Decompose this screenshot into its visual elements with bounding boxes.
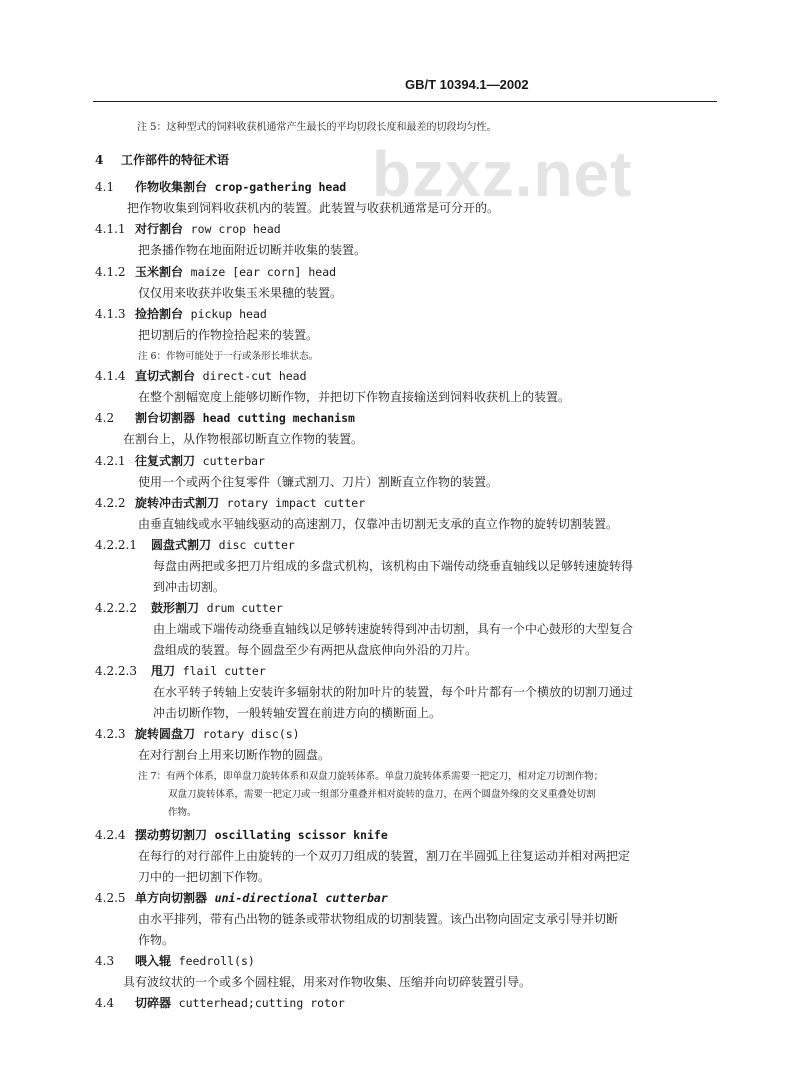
standard-code: GB/T 10394.1—2002 [405, 77, 529, 92]
term-number: 4.2.2.1 [95, 538, 137, 552]
term-number: 4.1.1 [95, 222, 126, 236]
watermark: bzxz.net [372, 138, 633, 210]
term-zh: 玉米割台 [135, 265, 184, 279]
term-number: 4.1.3 [95, 307, 126, 321]
note-7-line-1: 注 7：有两个体系，即单盘刀旋转体系和双盘刀旋转体系。单盘刀旋转体系需要一把定刀，相对定刀切割作物； [138, 771, 604, 782]
definition: 在割台上，从作物根部切断直立作物的装置。 [123, 432, 364, 446]
term-4-3 [95, 952, 255, 969]
definition: 把切割后的作物捡拾起来的装置。 [138, 328, 319, 342]
term-zh: 捡拾割台 [135, 307, 184, 321]
term-en: disc cutter [218, 538, 295, 552]
definition: 由垂直轴线或水平轴线驱动的高速割刀，仅靠冲击切割无支承的直立作物的旋转切割装置。 [138, 517, 619, 531]
term-en: feedroll(s) [178, 954, 255, 968]
term-en: pickup head [190, 307, 267, 321]
term-zh: 旋转冲击式割刀 [135, 496, 220, 510]
term-zh: 喂入辊 [135, 954, 172, 968]
term-en: rotary impact cutter [226, 496, 366, 510]
term-number: 4.1.4 [95, 369, 126, 383]
term-4-1-3 [95, 305, 267, 322]
term-number: 4.2.4 [95, 828, 126, 842]
term-en: head cutting mechanism [202, 411, 355, 425]
term-4-2-1 [95, 452, 265, 469]
note-5: 注 5：这种型式的饲料收获机通常产生最长的平均切段长度和最差的切段均匀性。 [137, 122, 497, 133]
term-number: 4.2.5 [95, 891, 126, 905]
term-4-2-2-2 [95, 599, 283, 616]
term-number: 4.1.2 [95, 265, 126, 279]
term-4-2-3 [95, 725, 300, 742]
definition: 在整个割幅宽度上能够切断作物，并把切下作物直接输送到饲料收获机上的装置。 [138, 390, 571, 404]
definition-line-1: 由上端或下端传动绕垂直轴线以足够转速旋转得到冲击切割，具有一个中心鼓形的大型复合 [153, 622, 634, 636]
section-number: 4 [95, 153, 104, 167]
term-en: oscillating scissor knife [214, 828, 388, 842]
term-zh: 甩刀 [151, 664, 176, 678]
term-en: crop-gathering head [214, 180, 347, 194]
term-zh: 割台切割器 [135, 411, 196, 425]
definition-line-2: 到冲击切割。 [153, 580, 226, 594]
term-en: cutterbar [202, 454, 265, 468]
term-number: 4.2.2.2 [95, 601, 137, 615]
definition-line-2: 盘组成的装置。每个圆盘至少有两把从盘底伸向外沿的刀片。 [153, 643, 478, 657]
term-number: 4.2.2 [95, 496, 126, 510]
term-4-1-1 [95, 220, 281, 237]
term-number: 4.2.1 [95, 454, 126, 468]
definition: 具有波纹状的一个或多个圆柱辊，用来对作物收集、压缩并向切碎装置引导。 [123, 975, 532, 989]
term-en: maize [ear corn] head [190, 265, 337, 279]
term-zh: 往复式割刀 [135, 454, 196, 468]
term-zh: 旋转圆盘刀 [135, 727, 196, 741]
term-en: uni-directional cutterbar [214, 891, 388, 905]
term-zh: 作物收集割台 [135, 180, 208, 194]
definition: 把条播作物在地面附近切断并收集的装置。 [138, 243, 367, 257]
term-zh: 切碎器 [135, 996, 172, 1010]
term-number: 4.4 [95, 996, 115, 1010]
term-4-2-2-3 [95, 662, 266, 679]
term-en: rotary disc(s) [202, 727, 300, 741]
definition-line-1: 每盘由两把或多把刀片组成的多盘式机构，该机构由下端传动绕垂直轴线以足够转速旋转得 [153, 559, 634, 573]
term-en: direct-cut head [202, 369, 307, 383]
definition-line-1: 在水平转子转轴上安装许多辐射状的附加叶片的装置，每个叶片都有一个横放的切割刀通过 [153, 685, 634, 699]
definition-line-1: 在每行的对行部件上由旋转的一个双刃刀组成的装置，割刀在半圆弧上往复运动并相对两把定 [138, 849, 631, 863]
term-4-4 [95, 994, 345, 1011]
term-4-2-2 [95, 494, 365, 511]
term-zh: 对行割台 [135, 222, 184, 236]
term-4-2-4 [95, 826, 388, 843]
term-4-1-2 [95, 263, 336, 280]
term-zh: 直切式割台 [135, 369, 196, 383]
term-en: drum cutter [206, 601, 283, 615]
header-rule [93, 101, 717, 102]
definition: 在对行割台上用来切断作物的圆盘。 [138, 748, 331, 762]
section-4-heading [95, 151, 229, 168]
term-zh: 圆盘式割刀 [151, 538, 212, 552]
term-number: 4.2 [95, 411, 115, 425]
definition-line-1: 由水平排列，带有凸出物的链条或带状物组成的切割装置。该凸出物向固定支承引导并切断 [138, 912, 619, 926]
term-number: 4.3 [95, 954, 115, 968]
term-4-1 [95, 178, 346, 195]
term-en: cutterhead;cutting rotor [178, 996, 345, 1010]
term-4-2 [95, 409, 355, 426]
term-en: row crop head [190, 222, 281, 236]
term-zh: 摆动剪切割刀 [135, 828, 208, 842]
term-number: 4.2.3 [95, 727, 126, 741]
note-7-line-2: 双盘刀旋转体系，需要一把定刀或一组部分重叠并相对旋转的盘刀，在两个圆盘外缘的交叉重叠处切割 [168, 789, 596, 800]
term-4-1-4 [95, 367, 307, 384]
term-zh: 鼓形割刀 [151, 601, 200, 615]
definition: 把作物收集到饲料收获机内的装置。此装置与收获机通常是可分开的。 [127, 201, 500, 215]
definition-line-2: 作物。 [138, 933, 175, 947]
definition: 使用一个或两个往复零件（镰式割刀、刀片）割断直立作物的装置。 [138, 475, 499, 489]
term-en: flail cutter [182, 664, 266, 678]
term-zh: 单方向切割器 [135, 891, 208, 905]
note-7-line-3: 作物。 [168, 807, 197, 818]
term-4-2-5 [95, 889, 388, 906]
definition-line-2: 冲击切断作物，一般转轴安置在前进方向的横断面上。 [153, 706, 442, 720]
section-title: 工作部件的特征术语 [121, 153, 230, 167]
term-number: 4.2.2.3 [95, 664, 137, 678]
definition: 仅仅用来收获并收集玉米果穗的装置。 [138, 286, 343, 300]
term-4-2-2-1 [95, 536, 295, 553]
term-number: 4.1 [95, 180, 115, 194]
note-6: 注 6：作物可能处于一行或条形长堆状态。 [138, 351, 319, 362]
definition-line-2: 刀中的一把切割下作物。 [138, 870, 271, 884]
